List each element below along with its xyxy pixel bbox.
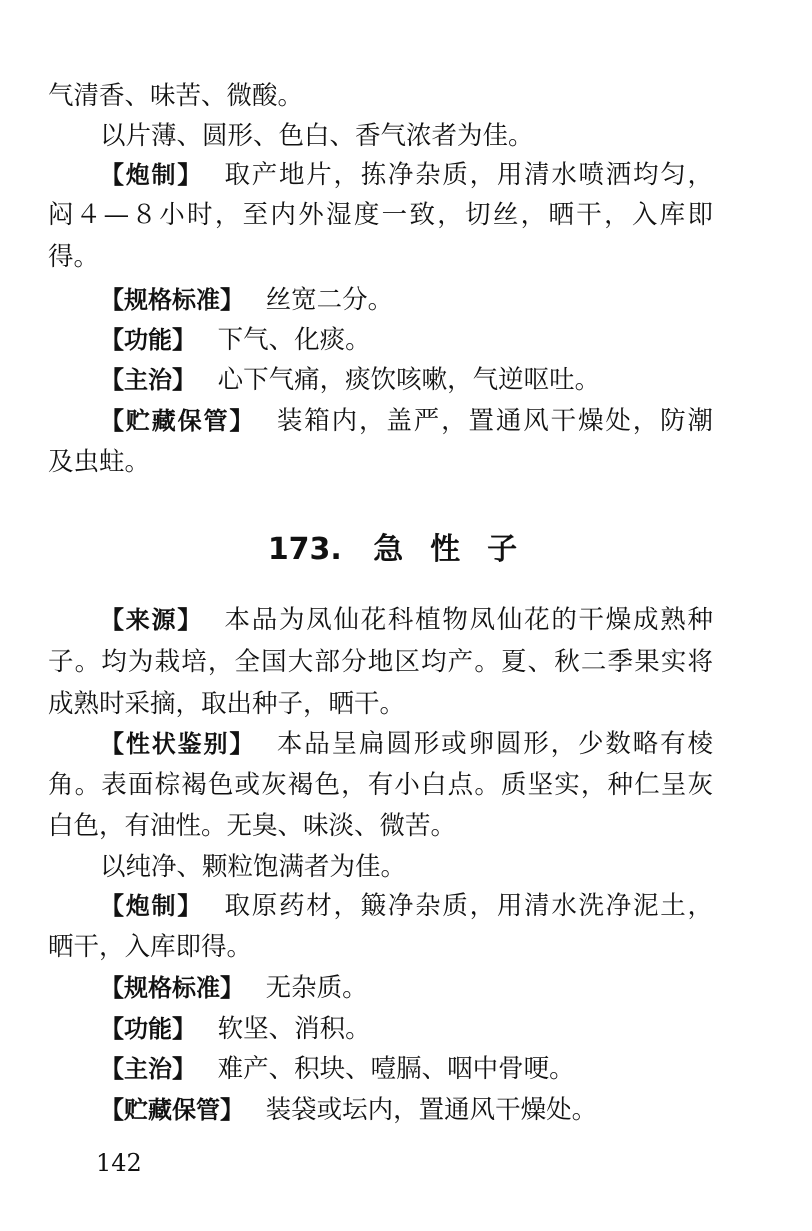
section-zhucang-top [100,401,713,441]
section-text: 本品为凤仙花科植物凤仙花的干燥成熟种 [224,605,713,635]
section-label: 【贮藏保管】 [100,407,256,435]
section-paozhi [100,886,713,926]
section-label: 【来源】 [100,606,203,634]
section-label: 【主治】 [100,366,196,394]
section-label: 【炮制】 [100,892,203,920]
section-text: 下气、化痰。 [217,325,371,355]
section-zhucang [100,1090,713,1130]
section-zhuzhi [100,1049,713,1089]
page-number: 142 [96,1149,142,1177]
section-gongneng [100,1009,713,1049]
text-line: 以纯净、颗粒饱满者为佳。 [100,852,407,882]
text-line: 得。 [48,242,100,272]
section-text: 无杂质。 [265,973,368,1003]
section-text: 装箱内，盖严，置通风干燥处，防潮 [276,406,713,436]
section-text: 软坚、消积。 [217,1014,371,1044]
section-text: 难产、积块、噎膈、咽中骨哽。 [217,1054,575,1084]
section-text: 心下气痛，痰饮咳嗽，气逆呕吐。 [217,365,601,395]
text-line: 白色，有油性。无臭、味淡、微苦。 [48,811,457,841]
text-line: 及虫蛀。 [48,447,151,477]
text-line: 子。均为栽培，全国大部分地区均产。夏、秋二季果实将 [48,647,713,677]
entry-name: 急性子 [373,532,545,567]
section-label: 【性状鉴别】 [100,730,256,758]
section-paozhi-top [100,155,713,195]
section-text: 本品呈扁圆形或卵圆形，少数略有棱 [276,729,713,759]
section-label: 【规格标准】 [100,286,244,314]
section-guige-top [100,280,713,320]
section-text: 取产地片，拣净杂质，用清水喷洒均匀， [224,160,713,190]
section-text: 取原药材，簸净杂质，用清水洗净泥土， [224,891,713,921]
section-label: 【贮藏保管】 [100,1096,244,1124]
section-gongneng-top [100,320,713,360]
section-text: 丝宽二分。 [265,285,394,315]
section-label: 【功能】 [100,1015,196,1043]
text-line: 成熟时采摘，取出种子，晒干。 [48,689,406,719]
section-laiyuan [100,600,713,640]
entry-title [0,530,812,570]
text-line: 气清香、味苦、微酸。 [48,81,304,111]
section-label: 【主治】 [100,1055,196,1083]
section-zhuzhi-top [100,360,713,400]
section-label: 【规格标准】 [100,974,244,1002]
text-line: 角。表面棕褐色或灰褐色，有小白点。质坚实，种仁呈灰 [48,770,713,800]
section-guige [100,968,713,1008]
text-line: 以片薄、圆形、色白、香气浓者为佳。 [100,121,534,151]
text-line: 闷４—８小时，至内外湿度一致，切丝，晒干，入库即 [48,200,713,230]
section-xingzhuang [100,724,713,764]
section-label: 【功能】 [100,326,196,354]
entry-number: 173. [267,532,342,567]
section-label: 【炮制】 [100,161,203,189]
text-line: 晒干，入库即得。 [48,932,253,962]
section-text: 装袋或坛内，置通风干燥处。 [265,1095,598,1125]
